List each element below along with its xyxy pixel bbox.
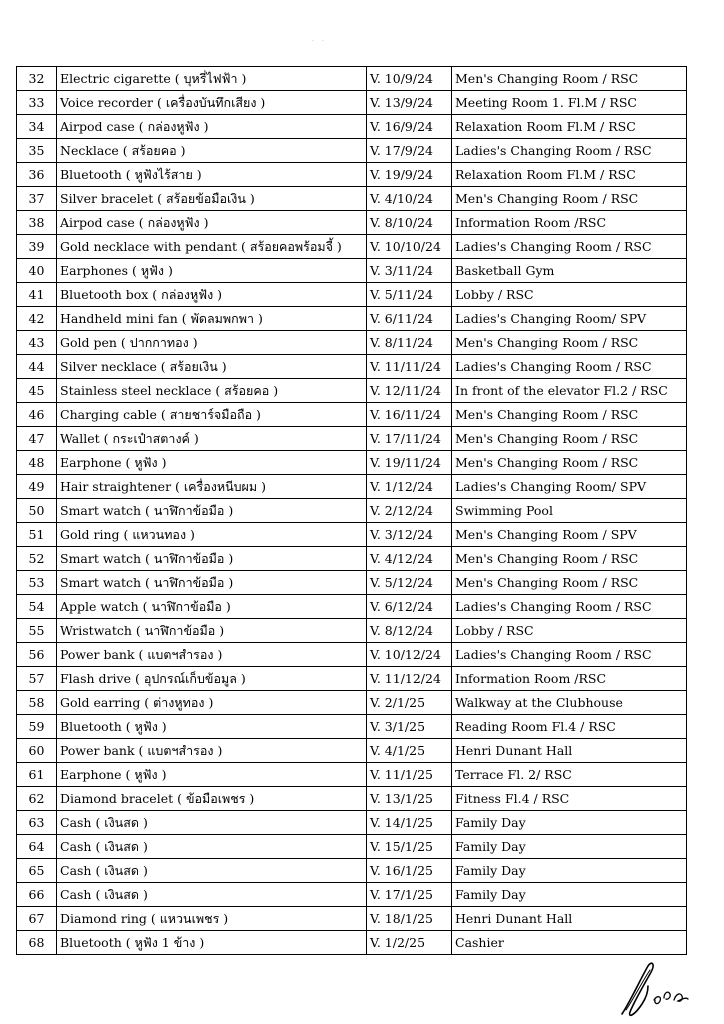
- date-cell: V. 4/1/25: [367, 739, 452, 763]
- row-number: 48: [17, 451, 57, 475]
- location-cell: Men's Changing Room / RSC: [452, 67, 687, 91]
- row-number: 34: [17, 115, 57, 139]
- table-row: [17, 283, 687, 307]
- table-row: [17, 667, 687, 691]
- lost-and-found-table: [16, 66, 687, 955]
- location-cell: Men's Changing Room / RSC: [452, 571, 687, 595]
- date-cell: V. 8/11/24: [367, 331, 452, 355]
- item-cell: Bluetooth ( หูฟัง 1 ข้าง ): [57, 931, 367, 955]
- location-cell: Basketball Gym: [452, 259, 687, 283]
- location-cell: Men's Changing Room / RSC: [452, 331, 687, 355]
- date-cell: V. 5/12/24: [367, 571, 452, 595]
- row-number: 33: [17, 91, 57, 115]
- location-cell: Reading Room Fl.4 / RSC: [452, 715, 687, 739]
- date-cell: V. 19/9/24: [367, 163, 452, 187]
- table-row: [17, 835, 687, 859]
- table-row: [17, 595, 687, 619]
- row-number: 41: [17, 283, 57, 307]
- location-cell: Lobby / RSC: [452, 283, 687, 307]
- location-cell: Walkway at the Clubhouse: [452, 691, 687, 715]
- date-cell: V. 13/9/24: [367, 91, 452, 115]
- location-cell: Relaxation Room Fl.M / RSC: [452, 163, 687, 187]
- location-cell: Swimming Pool: [452, 499, 687, 523]
- location-cell: Henri Dunant Hall: [452, 739, 687, 763]
- location-cell: In front of the elevator Fl.2 / RSC: [452, 379, 687, 403]
- date-cell: V. 3/12/24: [367, 523, 452, 547]
- location-cell: Men's Changing Room / RSC: [452, 427, 687, 451]
- row-number: 68: [17, 931, 57, 955]
- table-row: [17, 931, 687, 955]
- row-number: 51: [17, 523, 57, 547]
- row-number: 66: [17, 883, 57, 907]
- row-number: 64: [17, 835, 57, 859]
- item-cell: Gold necklace with pendant ( สร้อยคอพร้อมจี้ ): [57, 235, 367, 259]
- row-number: 67: [17, 907, 57, 931]
- location-cell: Ladies's Changing Room/ SPV: [452, 475, 687, 499]
- item-cell: Airpod case ( กล่องหูฟัง ): [57, 115, 367, 139]
- location-cell: Family Day: [452, 883, 687, 907]
- location-cell: Family Day: [452, 859, 687, 883]
- row-number: 60: [17, 739, 57, 763]
- location-cell: Relaxation Room Fl.M / RSC: [452, 115, 687, 139]
- item-cell: Cash ( เงินสด ): [57, 835, 367, 859]
- table-row: [17, 739, 687, 763]
- item-cell: Earphone ( หูฟัง ): [57, 763, 367, 787]
- row-number: 52: [17, 547, 57, 571]
- location-cell: Family Day: [452, 811, 687, 835]
- row-number: 55: [17, 619, 57, 643]
- date-cell: V. 6/11/24: [367, 307, 452, 331]
- date-cell: V. 17/9/24: [367, 139, 452, 163]
- row-number: 62: [17, 787, 57, 811]
- item-cell: Bluetooth ( หูฟัง ): [57, 715, 367, 739]
- date-cell: V. 2/12/24: [367, 499, 452, 523]
- item-cell: Bluetooth ( หูฟังไร้สาย ): [57, 163, 367, 187]
- item-cell: Apple watch ( นาฬิกาข้อมือ ): [57, 595, 367, 619]
- row-number: 53: [17, 571, 57, 595]
- table-row: [17, 619, 687, 643]
- table-row: [17, 907, 687, 931]
- location-cell: Ladies's Changing Room / RSC: [452, 355, 687, 379]
- item-cell: Hair straightener ( เครื่องหนีบผม ): [57, 475, 367, 499]
- date-cell: V. 11/1/25: [367, 763, 452, 787]
- table-row: [17, 115, 687, 139]
- row-number: 50: [17, 499, 57, 523]
- table-row: [17, 691, 687, 715]
- table-row: [17, 139, 687, 163]
- row-number: 36: [17, 163, 57, 187]
- table-row: [17, 91, 687, 115]
- item-cell: Power bank ( แบตฯสำรอง ): [57, 739, 367, 763]
- location-cell: Ladies's Changing Room/ SPV: [452, 307, 687, 331]
- table-row: [17, 643, 687, 667]
- table-row: [17, 451, 687, 475]
- row-number: 39: [17, 235, 57, 259]
- table-row: [17, 427, 687, 451]
- item-cell: Stainless steel necklace ( สร้อยคอ ): [57, 379, 367, 403]
- date-cell: V. 3/11/24: [367, 259, 452, 283]
- row-number: 42: [17, 307, 57, 331]
- table-row: [17, 859, 687, 883]
- date-cell: V. 11/12/24: [367, 667, 452, 691]
- item-cell: Silver bracelet ( สร้อยข้อมือเงิน ): [57, 187, 367, 211]
- item-cell: Earphones ( หูฟัง ): [57, 259, 367, 283]
- location-cell: Meeting Room 1. Fl.M / RSC: [452, 91, 687, 115]
- item-cell: Wallet ( กระเป๋าสตางค์ ): [57, 427, 367, 451]
- date-cell: V. 18/1/25: [367, 907, 452, 931]
- row-number: 59: [17, 715, 57, 739]
- item-cell: Electric cigarette ( บุหรี่ไฟฟ้า ): [57, 67, 367, 91]
- date-cell: V. 4/10/24: [367, 187, 452, 211]
- item-cell: Power bank ( แบตฯสำรอง ): [57, 643, 367, 667]
- signature-icon: [612, 958, 707, 1020]
- item-cell: Necklace ( สร้อยคอ ): [57, 139, 367, 163]
- table-row: [17, 331, 687, 355]
- item-cell: Earphone ( หูฟัง ): [57, 451, 367, 475]
- date-cell: V. 8/12/24: [367, 619, 452, 643]
- location-cell: Ladies's Changing Room / RSC: [452, 235, 687, 259]
- table-row: [17, 259, 687, 283]
- date-cell: V. 2/1/25: [367, 691, 452, 715]
- location-cell: Men's Changing Room / RSC: [452, 187, 687, 211]
- item-cell: Wristwatch ( นาฬิกาข้อมือ ): [57, 619, 367, 643]
- row-number: 40: [17, 259, 57, 283]
- row-number: 54: [17, 595, 57, 619]
- row-number: 32: [17, 67, 57, 91]
- row-number: 65: [17, 859, 57, 883]
- item-cell: Smart watch ( นาฬิกาข้อมือ ): [57, 499, 367, 523]
- row-number: 61: [17, 763, 57, 787]
- location-cell: Men's Changing Room / RSC: [452, 451, 687, 475]
- location-cell: Henri Dunant Hall: [452, 907, 687, 931]
- scan-speck: · ·: [312, 38, 327, 45]
- date-cell: V. 6/12/24: [367, 595, 452, 619]
- date-cell: V. 11/11/24: [367, 355, 452, 379]
- table-row: [17, 787, 687, 811]
- item-cell: Cash ( เงินสด ): [57, 811, 367, 835]
- table-row: [17, 499, 687, 523]
- date-cell: V. 17/11/24: [367, 427, 452, 451]
- table-row: [17, 811, 687, 835]
- location-cell: Ladies's Changing Room / RSC: [452, 643, 687, 667]
- table-row: [17, 475, 687, 499]
- row-number: 47: [17, 427, 57, 451]
- item-cell: Gold ring ( แหวนทอง ): [57, 523, 367, 547]
- item-cell: Smart watch ( นาฬิกาข้อมือ ): [57, 571, 367, 595]
- table-row: [17, 235, 687, 259]
- location-cell: Terrace Fl. 2/ RSC: [452, 763, 687, 787]
- item-cell: Diamond ring ( แหวนเพชร ): [57, 907, 367, 931]
- location-cell: Lobby / RSC: [452, 619, 687, 643]
- date-cell: V. 4/12/24: [367, 547, 452, 571]
- location-cell: Men's Changing Room / SPV: [452, 523, 687, 547]
- table-row: [17, 715, 687, 739]
- table-row: [17, 67, 687, 91]
- location-cell: Information Room /RSC: [452, 211, 687, 235]
- table-row: [17, 571, 687, 595]
- date-cell: V. 5/11/24: [367, 283, 452, 307]
- date-cell: V. 10/9/24: [367, 67, 452, 91]
- location-cell: Fitness Fl.4 / RSC: [452, 787, 687, 811]
- row-number: 56: [17, 643, 57, 667]
- date-cell: V. 8/10/24: [367, 211, 452, 235]
- table-row: [17, 523, 687, 547]
- item-cell: Silver necklace ( สร้อยเงิน ): [57, 355, 367, 379]
- item-cell: Airpod case ( กล่องหูฟัง ): [57, 211, 367, 235]
- date-cell: V. 19/11/24: [367, 451, 452, 475]
- location-cell: Family Day: [452, 835, 687, 859]
- table-row: [17, 355, 687, 379]
- item-cell: Smart watch ( นาฬิกาข้อมือ ): [57, 547, 367, 571]
- row-number: 37: [17, 187, 57, 211]
- date-cell: V. 15/1/25: [367, 835, 452, 859]
- location-cell: Information Room /RSC: [452, 667, 687, 691]
- date-cell: V. 16/1/25: [367, 859, 452, 883]
- date-cell: V. 16/9/24: [367, 115, 452, 139]
- item-cell: Gold pen ( ปากกาทอง ): [57, 331, 367, 355]
- location-cell: Men's Changing Room / RSC: [452, 547, 687, 571]
- location-cell: Cashier: [452, 931, 687, 955]
- row-number: 63: [17, 811, 57, 835]
- row-number: 43: [17, 331, 57, 355]
- date-cell: V. 1/2/25: [367, 931, 452, 955]
- date-cell: V. 10/12/24: [367, 643, 452, 667]
- row-number: 38: [17, 211, 57, 235]
- item-cell: Charging cable ( สายชาร์จมือถือ ): [57, 403, 367, 427]
- item-cell: Bluetooth box ( กล่องหูฟัง ): [57, 283, 367, 307]
- row-number: 45: [17, 379, 57, 403]
- table-row: [17, 763, 687, 787]
- date-cell: V. 16/11/24: [367, 403, 452, 427]
- table-row: [17, 211, 687, 235]
- item-cell: Cash ( เงินสด ): [57, 883, 367, 907]
- row-number: 49: [17, 475, 57, 499]
- date-cell: V. 3/1/25: [367, 715, 452, 739]
- item-cell: Voice recorder ( เครื่องบันทึกเสียง ): [57, 91, 367, 115]
- table-row: [17, 547, 687, 571]
- table-row: [17, 187, 687, 211]
- table-row: [17, 403, 687, 427]
- location-cell: Men's Changing Room / RSC: [452, 403, 687, 427]
- date-cell: V. 12/11/24: [367, 379, 452, 403]
- row-number: 58: [17, 691, 57, 715]
- date-cell: V. 17/1/25: [367, 883, 452, 907]
- table-row: [17, 307, 687, 331]
- date-cell: V. 10/10/24: [367, 235, 452, 259]
- item-cell: Cash ( เงินสด ): [57, 859, 367, 883]
- item-cell: Handheld mini fan ( พัดลมพกพา ): [57, 307, 367, 331]
- date-cell: V. 14/1/25: [367, 811, 452, 835]
- row-number: 57: [17, 667, 57, 691]
- item-cell: Flash drive ( อุปกรณ์เก็บข้อมูล ): [57, 667, 367, 691]
- date-cell: V. 1/12/24: [367, 475, 452, 499]
- row-number: 46: [17, 403, 57, 427]
- table-row: [17, 379, 687, 403]
- item-cell: Gold earring ( ต่างหูทอง ): [57, 691, 367, 715]
- date-cell: V. 13/1/25: [367, 787, 452, 811]
- row-number: 44: [17, 355, 57, 379]
- table-row: [17, 163, 687, 187]
- table-body: [17, 67, 687, 955]
- item-cell: Diamond bracelet ( ข้อมือเพชร ): [57, 787, 367, 811]
- table-row: [17, 883, 687, 907]
- row-number: 35: [17, 139, 57, 163]
- location-cell: Ladies's Changing Room / RSC: [452, 595, 687, 619]
- location-cell: Ladies's Changing Room / RSC: [452, 139, 687, 163]
